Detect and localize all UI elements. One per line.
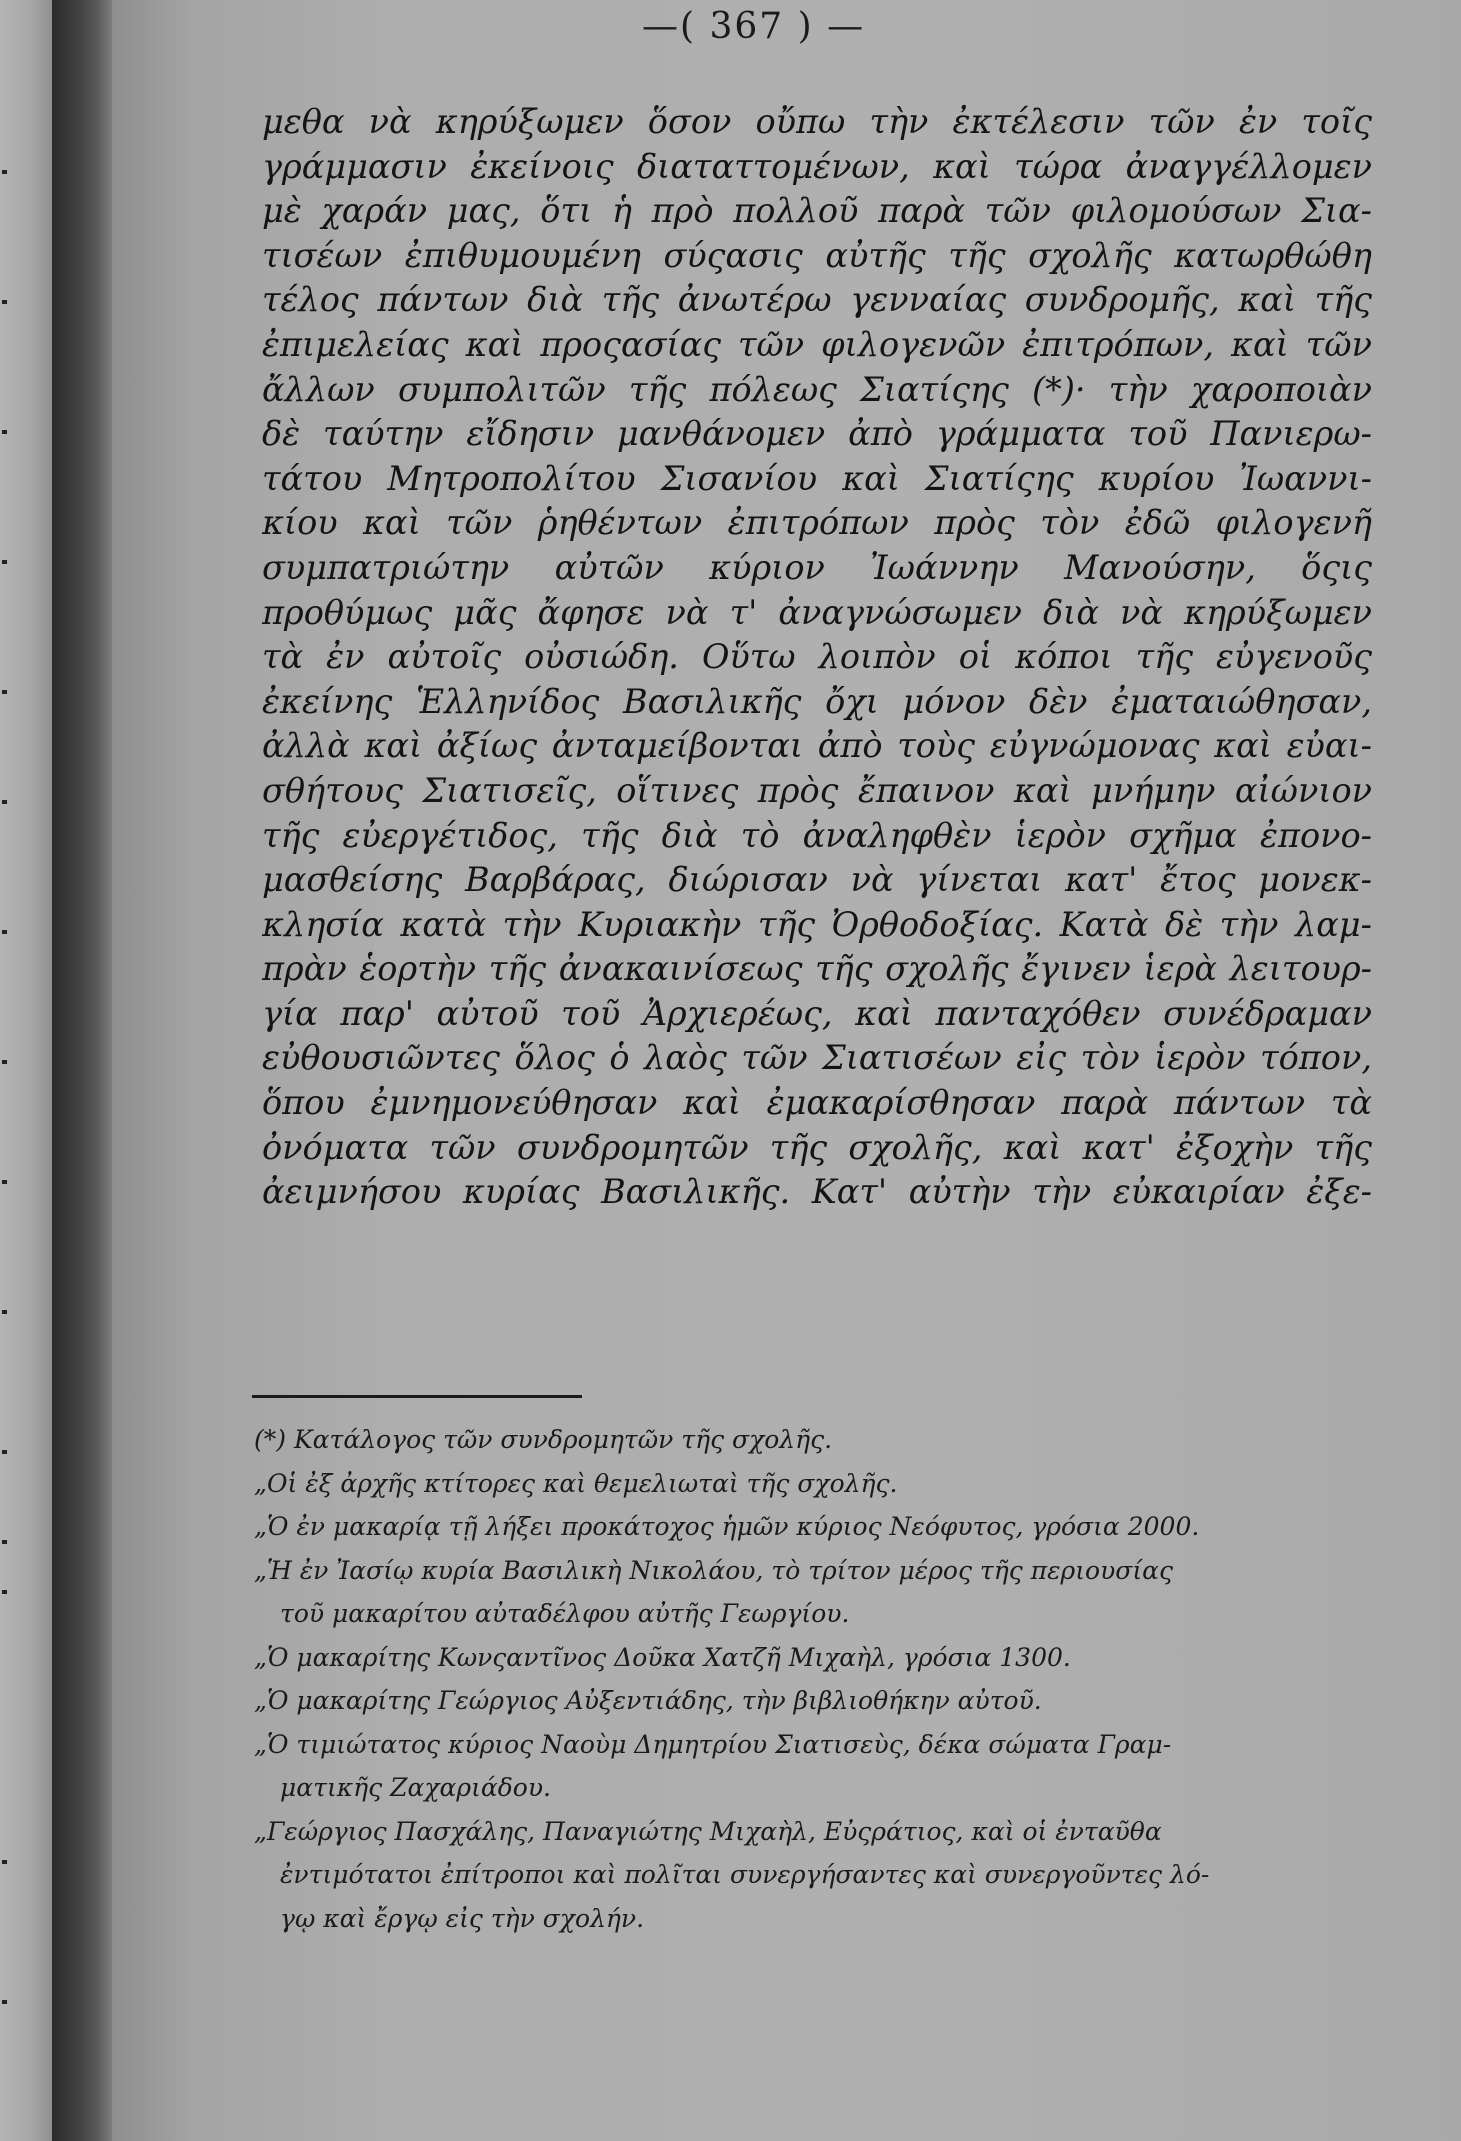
- footnote-line: „Ὁ μακαρίτης Γεώργιος Αὐξεντιάδης, τὴν βιβλιοθήκην αὐτοῦ.: [254, 1686, 1042, 1715]
- body-line: ἀειμνήσου κυρίας Βασιλικῆς. Κατ' αὐτὴν τὴν εὐκαιρίαν ἐξε-: [262, 1172, 1372, 1212]
- body-line: μὲ χαράν μας, ὅτι ἡ πρὸ πολλοῦ παρὰ τῶν φιλομούσων Σια-: [262, 191, 1372, 231]
- footnote-line: τοῦ μακαρίτου αὐταδέλφου αὐτῆς Γεωργίου.: [280, 1599, 850, 1628]
- body-line: μασθείσης Βαρβάρας, διώρισαν νὰ γίνεται κατ' ἔτος μονεκ-: [262, 860, 1372, 900]
- footnote-line: γῳ καὶ ἔργῳ εἰς τὴν σχολήν.: [280, 1903, 645, 1933]
- page-number-header: —( 367 ) —: [642, 6, 866, 47]
- body-line: ἐκείνης Ἑλληνίδος Βασιλικῆς ὄχι μόνον δὲν ἐματαιώθησαν,: [262, 681, 1372, 721]
- body-line: ἐπιμελείας καὶ προςασίας τῶν φιλογενῶν ἐπιτρόπων, καὶ τῶν: [262, 324, 1372, 364]
- body-line: γία παρ' αὐτοῦ τοῦ Ἀρχιερέως, καὶ πανταχόθεν συνέδραμαν: [262, 993, 1372, 1033]
- body-line: τῆς εὐεργέτιδος, τῆς διὰ τὸ ἀναληφθὲν ἱερὸν σχῆμα ἐπονο-: [262, 815, 1372, 855]
- adjacent-page-edge: [0, 0, 52, 2141]
- body-line: κίου καὶ τῶν ῥηθέντων ἐπιτρόπων πρὸς τὸν ἐδῶ φιλογενῆ: [262, 503, 1372, 543]
- footnote-line: „Ὁ ἐν μακαρίᾳ τῇ λήξει προκάτοχος ἡμῶν κύριος Νεόφυτος, γρόσια 2000.: [254, 1512, 1200, 1541]
- body-line: γράμμασιν ἐκείνοις διαταττομένων, καὶ τώρα ἀναγγέλλομεν: [262, 146, 1372, 186]
- footnote-line: ματικῆς Ζαχαριάδου.: [280, 1773, 551, 1802]
- footnote-line: „Ὁ τιμιώτατος κύριος Ναοὺμ Δημητρίου Σιατισεὺς, δέκα σώματα Γραμ-: [254, 1729, 1172, 1759]
- footnotes-section: [254, 1418, 1364, 1940]
- body-line: τέλος πάντων διὰ τῆς ἀνωτέρω γενναίας συνδρομῆς, καὶ τῆς: [262, 280, 1372, 320]
- body-line: συμπατριώτην αὐτῶν κύριον Ἰωάννην Μανούσην, ὅςις: [262, 547, 1372, 587]
- body-line: ὀνόματα τῶν συνδρομητῶν τῆς σχολῆς, καὶ κατ' ἐξοχὴν τῆς: [262, 1127, 1372, 1167]
- body-line: ἀλλὰ καὶ ἀξίως ἀνταμείβονται ἀπὸ τοὺς εὐγνώμονας καὶ εὐαι-: [262, 726, 1372, 766]
- body-line: τισέων ἐπιθυμουμένη σύςασις αὐτῆς τῆς σχολῆς κατωρθώθη: [262, 235, 1372, 275]
- footnote-line: (*) Κατάλογος τῶν συνδρομητῶν τῆς σχολῆς.: [254, 1425, 833, 1454]
- book-binding-gutter: [52, 0, 112, 2141]
- footnote-line: ἐντιμότατοι ἐπίτροποι καὶ πολῖται συνεργήσαντες καὶ συνεργοῦντες λό-: [280, 1860, 1210, 1889]
- footnote-line: „Ὁ μακαρίτης Κωνςαντῖνος Δοῦκα Χατζῆ Μιχαὴλ, γρόσια 1300.: [254, 1642, 1071, 1672]
- footnote-line: „Γεώργιος Πασχάλης, Παναγιώτης Μιχαὴλ, Εὐςράτιος, καὶ οἱ ἐνταῦθα: [254, 1816, 1162, 1846]
- body-line: εὐθουσιῶντες ὅλος ὁ λαὸς τῶν Σιατισέων εἰς τὸν ἱερὸν τόπον,: [262, 1038, 1372, 1078]
- body-line: τάτου Μητροπολίτου Σισανίου καὶ Σιατίςης κυρίου Ἰωαννι-: [262, 458, 1372, 498]
- body-line: μεθα νὰ κηρύξωμεν ὅσον οὔπω τὴν ἐκτέλεσιν τῶν ἐν τοῖς: [262, 102, 1372, 141]
- footnote-divider: [252, 1395, 582, 1398]
- body-line: κλησία κατὰ τὴν Κυριακὴν τῆς Ὀρθοδοξίας. Κατὰ δὲ τὴν λαμ-: [262, 904, 1372, 944]
- footnote-line: „Ἡ ἐν Ἰασίῳ κυρία Βασιλικὴ Νικολάου, τὸ τρίτον μέρος τῆς περιουσίας: [254, 1555, 1174, 1585]
- body-line: πρὰν ἑορτὴν τῆς ἀνακαινίσεως τῆς σχολῆς ἔγινεν ἱερὰ λειτουρ-: [262, 949, 1372, 989]
- main-body-text: [262, 100, 1372, 1215]
- body-line: ἄλλων συμπολιτῶν τῆς πόλεως Σιατίςης (*)· τὴν χαροποιὰν: [262, 369, 1372, 409]
- footnote-line: „Οἱ ἐξ ἀρχῆς κτίτορες καὶ θεμελιωταὶ τῆς σχολῆς.: [254, 1468, 898, 1498]
- body-line: δὲ ταύτην εἴδησιν μανθάνομεν ἀπὸ γράμματα τοῦ Πανιερω-: [262, 414, 1372, 454]
- body-line: προθύμως μᾶς ἄφησε νὰ τ' ἀναγνώσωμεν διὰ νὰ κηρύξωμεν: [262, 592, 1372, 632]
- body-line: ὅπου ἐμνημονεύθησαν καὶ ἐμακαρίσθησαν παρὰ πάντων τὰ: [262, 1083, 1372, 1123]
- body-line: σθήτους Σιατισεῖς, οἵτινες πρὸς ἔπαινον καὶ μνήμην αἰώνιον: [262, 770, 1372, 810]
- book-page: [112, 0, 1461, 2141]
- body-line: τὰ ἐν αὐτοῖς οὐσιώδη. Οὕτω λοιπὸν οἱ κόποι τῆς εὐγενοῦς: [262, 637, 1372, 677]
